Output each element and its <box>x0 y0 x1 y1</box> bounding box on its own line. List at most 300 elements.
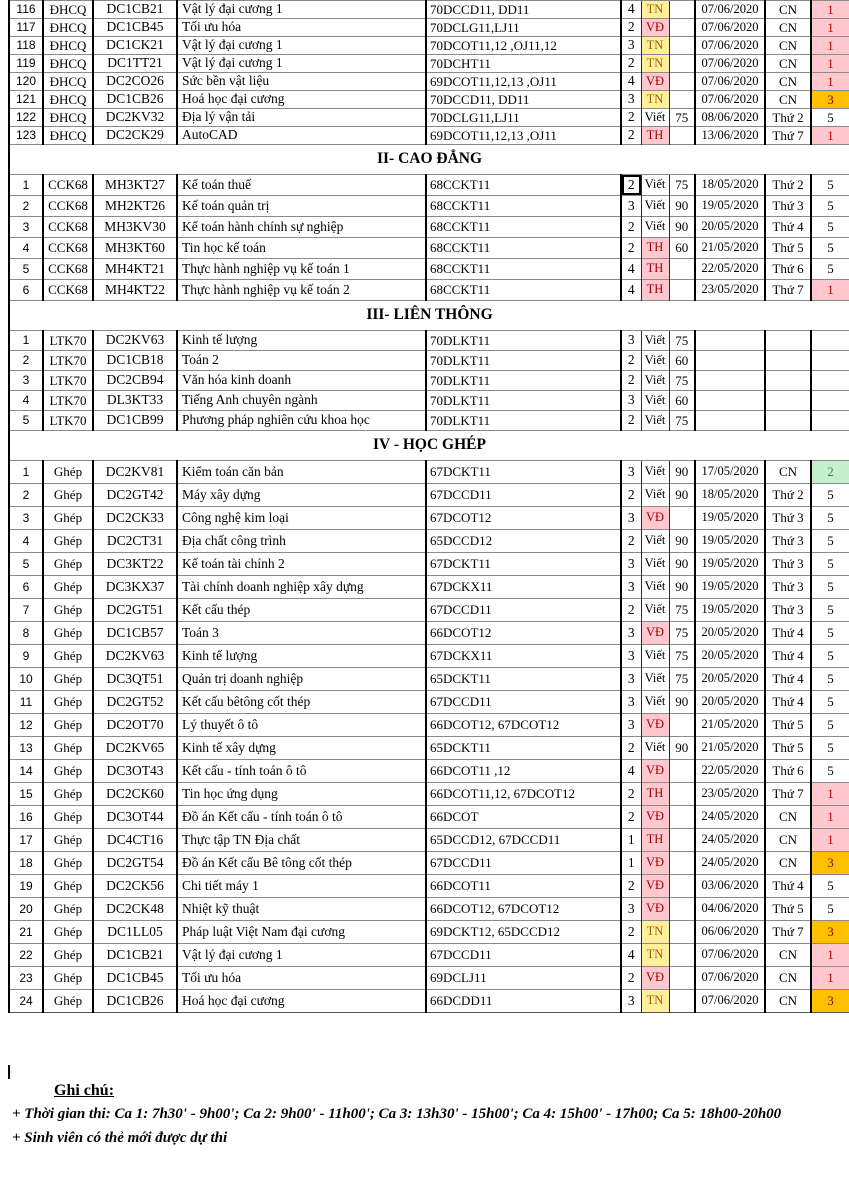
cell-class-codes: 66DCOT12 <box>426 622 621 645</box>
cell-credits: 3 <box>621 714 641 737</box>
cell-exam-date: 18/05/2020 <box>695 484 765 507</box>
table-row <box>9 217 849 238</box>
cell-class-codes: 70DCCD11, DD11 <box>426 1 621 19</box>
cell-course-name: Vật lý đại cương 1 <box>177 55 426 73</box>
cell-weekday: Thứ 2 <box>765 484 811 507</box>
cell-course-code: DC2GT51 <box>93 599 177 622</box>
cell-stt: 1 <box>9 331 43 351</box>
table-row <box>9 990 849 1013</box>
cell-exam-date: 19/05/2020 <box>695 196 765 217</box>
cell-exam-form: Viết <box>641 196 669 217</box>
cell-student-type: Ghép <box>43 484 93 507</box>
cell-class-codes: 66DCOT12, 67DCOT12 <box>426 898 621 921</box>
cell-session <box>811 391 849 411</box>
cell-course-name: Kinh tế lượng <box>177 331 426 351</box>
table-row <box>9 760 849 783</box>
cell-credits: 3 <box>621 391 641 411</box>
cell-credits: 2 <box>621 875 641 898</box>
table-row <box>9 829 849 852</box>
cell-course-code: DC2OT70 <box>93 714 177 737</box>
cell-weekday: Thứ 2 <box>765 175 811 196</box>
cell-duration-minutes <box>669 783 695 806</box>
cell-stt: 19 <box>9 875 43 898</box>
cell-weekday: CN <box>765 91 811 109</box>
table-row <box>9 280 849 301</box>
cell-session: 5 <box>811 196 849 217</box>
cell-duration-minutes: 90 <box>669 576 695 599</box>
cell-student-type: CCK68 <box>43 280 93 301</box>
cell-exam-date: 20/05/2020 <box>695 622 765 645</box>
cell-student-type: Ghép <box>43 645 93 668</box>
cell-course-code: DC2KV65 <box>93 737 177 760</box>
cell-exam-date: 13/06/2020 <box>695 127 765 145</box>
table-row <box>9 852 849 875</box>
table-row <box>9 553 849 576</box>
cell-class-codes: 67DCKX11 <box>426 576 621 599</box>
cell-duration-minutes: 90 <box>669 217 695 238</box>
cell-session: 1 <box>811 280 849 301</box>
cell-course-code: DC2GT54 <box>93 852 177 875</box>
cell-weekday: CN <box>765 19 811 37</box>
cell-stt: 120 <box>9 73 43 91</box>
cell-duration-minutes: 90 <box>669 553 695 576</box>
cell-duration-minutes <box>669 829 695 852</box>
cell-session: 5 <box>811 668 849 691</box>
cell-course-name: Đồ án Kết cấu Bê tông cốt thép <box>177 852 426 875</box>
table-row <box>9 530 849 553</box>
cell-session: 1 <box>811 55 849 73</box>
cell-exam-form: VĐ <box>641 19 669 37</box>
cell-weekday: CN <box>765 55 811 73</box>
cell-exam-form: TH <box>641 280 669 301</box>
cell-stt: 2 <box>9 484 43 507</box>
cell-credits: 2 <box>621 127 641 145</box>
cell-course-name: Sức bền vật liệu <box>177 73 426 91</box>
cell-class-codes: 67DCCD11 <box>426 691 621 714</box>
cell-course-name: Tin học ứng dụng <box>177 783 426 806</box>
cell-course-code: DC1CB99 <box>93 411 177 431</box>
cell-student-type: ĐHCQ <box>43 37 93 55</box>
cell-weekday: Thứ 5 <box>765 714 811 737</box>
cell-exam-date: 07/06/2020 <box>695 55 765 73</box>
cell-duration-minutes: 75 <box>669 645 695 668</box>
cell-exam-form: TH <box>641 783 669 806</box>
cell-exam-date: 03/06/2020 <box>695 875 765 898</box>
cell-course-name: Tin học kế toán <box>177 238 426 259</box>
cell-duration-minutes <box>669 19 695 37</box>
cell-exam-date <box>695 391 765 411</box>
cell-credits: 2 <box>621 109 641 127</box>
cell-exam-form: Viết <box>641 351 669 371</box>
cell-class-codes: 68CCKT11 <box>426 280 621 301</box>
cell-exam-form: Viết <box>641 599 669 622</box>
cell-class-codes: 66DCDD11 <box>426 990 621 1013</box>
cell-weekday: Thứ 6 <box>765 259 811 280</box>
cell-weekday: CN <box>765 37 811 55</box>
cell-student-type: Ghép <box>43 829 93 852</box>
cell-stt: 3 <box>9 371 43 391</box>
cell-duration-minutes <box>669 37 695 55</box>
cell-exam-form: TN <box>641 944 669 967</box>
cell-course-name: Chi tiết máy 1 <box>177 875 426 898</box>
cell-credits: 2 <box>621 55 641 73</box>
cell-credits: 2 <box>621 737 641 760</box>
cell-exam-date: 07/06/2020 <box>695 91 765 109</box>
cell-exam-date: 21/05/2020 <box>695 714 765 737</box>
table-row <box>9 55 849 73</box>
cell-duration-minutes: 90 <box>669 484 695 507</box>
cell-duration-minutes <box>669 944 695 967</box>
cell-duration-minutes: 90 <box>669 530 695 553</box>
cell-stt: 4 <box>9 391 43 411</box>
cell-session: 5 <box>811 109 849 127</box>
cell-exam-form: TN <box>641 990 669 1013</box>
cell-credits: 3 <box>621 691 641 714</box>
cell-exam-form: VĐ <box>641 852 669 875</box>
cell-exam-form: TN <box>641 1 669 19</box>
cell-exam-form: Viết <box>641 217 669 238</box>
cell-course-name: Kết cấu thép <box>177 599 426 622</box>
cell-exam-date: 08/06/2020 <box>695 109 765 127</box>
cell-session: 5 <box>811 576 849 599</box>
cell-credits: 4 <box>621 73 641 91</box>
table-row <box>9 576 849 599</box>
cell-session: 5 <box>811 553 849 576</box>
cell-exam-date: 06/06/2020 <box>695 921 765 944</box>
cell-stt: 13 <box>9 737 43 760</box>
cell-course-name: Địa chất công trình <box>177 530 426 553</box>
cell-duration-minutes <box>669 898 695 921</box>
cell-student-type: Ghép <box>43 461 93 484</box>
cell-exam-date: 21/05/2020 <box>695 238 765 259</box>
cell-credits: 3 <box>621 91 641 109</box>
cell-stt: 8 <box>9 622 43 645</box>
cell-course-name: Đồ án Kết cấu - tính toán ô tô <box>177 806 426 829</box>
cell-duration-minutes <box>669 875 695 898</box>
cell-student-type: Ghép <box>43 530 93 553</box>
cell-class-codes: 65DCKT11 <box>426 737 621 760</box>
table-row <box>9 73 849 91</box>
cell-session: 1 <box>811 829 849 852</box>
cell-weekday: CN <box>765 990 811 1013</box>
table-row <box>9 461 849 484</box>
cell-exam-date <box>695 371 765 391</box>
cell-course-name: Vật lý đại cương 1 <box>177 944 426 967</box>
cell-student-type: CCK68 <box>43 238 93 259</box>
cell-course-name: Lý thuyết ô tô <box>177 714 426 737</box>
cell-credits: 3 <box>621 461 641 484</box>
cell-stt: 17 <box>9 829 43 852</box>
cell-stt: 2 <box>9 196 43 217</box>
cell-course-code: DC2KV81 <box>93 461 177 484</box>
cell-credits: 4 <box>621 760 641 783</box>
cell-exam-date: 19/05/2020 <box>695 530 765 553</box>
cell-session: 1 <box>811 967 849 990</box>
cell-exam-date: 07/06/2020 <box>695 990 765 1013</box>
cell-session: 5 <box>811 760 849 783</box>
cell-course-name: Tối ưu hóa <box>177 967 426 990</box>
cell-credits: 2 <box>621 530 641 553</box>
cell-duration-minutes: 75 <box>669 622 695 645</box>
cell-session: 5 <box>811 259 849 280</box>
cell-session: 1 <box>811 127 849 145</box>
cell-course-name: Kinh tế xây dựng <box>177 737 426 760</box>
cell-class-codes: 68CCKT11 <box>426 217 621 238</box>
cell-course-code: DC1CB26 <box>93 91 177 109</box>
cell-class-codes: 66DCOT11 ,12 <box>426 760 621 783</box>
cell-exam-date: 24/05/2020 <box>695 852 765 875</box>
cell-exam-date: 07/06/2020 <box>695 19 765 37</box>
cell-student-type: ĐHCQ <box>43 19 93 37</box>
cell-exam-form: VĐ <box>641 806 669 829</box>
cell-course-name: Tối ưu hóa <box>177 19 426 37</box>
cell-credits: 3 <box>621 668 641 691</box>
cell-course-code: DC3KT22 <box>93 553 177 576</box>
cell-weekday: Thứ 4 <box>765 691 811 714</box>
cell-exam-form: Viết <box>641 175 669 196</box>
cell-credits: 2 <box>621 411 641 431</box>
cell-class-codes: 67DCKT11 <box>426 553 621 576</box>
cell-class-codes: 67DCCD11 <box>426 484 621 507</box>
cell-student-type: Ghép <box>43 507 93 530</box>
section-title: II- CAO ĐẲNG <box>9 145 849 175</box>
cell-exam-form: Viết <box>641 371 669 391</box>
cell-exam-date: 04/06/2020 <box>695 898 765 921</box>
cell-exam-date: 07/06/2020 <box>695 37 765 55</box>
cell-session <box>811 331 849 351</box>
table-row <box>9 109 849 127</box>
cell-weekday: Thứ 3 <box>765 196 811 217</box>
cell-weekday: CN <box>765 852 811 875</box>
cell-class-codes: 65DCCD12, 67DCCD11 <box>426 829 621 852</box>
cell-course-code: MH3KV30 <box>93 217 177 238</box>
cell-exam-date: 20/05/2020 <box>695 645 765 668</box>
cell-exam-date: 24/05/2020 <box>695 829 765 852</box>
cell-class-codes: 68CCKT11 <box>426 196 621 217</box>
cell-session: 5 <box>811 599 849 622</box>
cell-credits: 2 <box>621 806 641 829</box>
cell-course-name: Toán 3 <box>177 622 426 645</box>
cell-credits: 2 <box>621 967 641 990</box>
cell-credits: 2 <box>621 783 641 806</box>
cell-credits: 3 <box>621 622 641 645</box>
cell-exam-form: Viết <box>641 553 669 576</box>
section-title: IV - HỌC GHÉP <box>9 431 849 461</box>
cell-course-name: Vật lý đại cương 1 <box>177 1 426 19</box>
cell-course-code: DC2CK60 <box>93 783 177 806</box>
cell-course-name: Công nghệ kim loại <box>177 507 426 530</box>
table-row <box>9 944 849 967</box>
cell-session <box>811 351 849 371</box>
cell-course-name: Hoá học đại cương <box>177 91 426 109</box>
section-title: III- LIÊN THÔNG <box>9 301 849 331</box>
cell-exam-date: 23/05/2020 <box>695 280 765 301</box>
cell-class-codes: 68CCKT11 <box>426 259 621 280</box>
table-row <box>9 19 849 37</box>
cell-course-code: MH2KT26 <box>93 196 177 217</box>
table-row <box>9 921 849 944</box>
cell-credits: 2 <box>621 238 641 259</box>
cell-class-codes: 70DLKT11 <box>426 391 621 411</box>
cell-course-code: DC3OT44 <box>93 806 177 829</box>
cell-session: 1 <box>811 783 849 806</box>
cell-stt: 11 <box>9 691 43 714</box>
cell-class-codes: 70DCLG11,LJ11 <box>426 19 621 37</box>
cell-student-type: Ghép <box>43 898 93 921</box>
cell-credits: 4 <box>621 1 641 19</box>
cell-student-type: ĐHCQ <box>43 73 93 91</box>
table-row <box>9 371 849 391</box>
cell-credits: 2 <box>621 351 641 371</box>
cell-exam-date: 21/05/2020 <box>695 737 765 760</box>
cell-student-type: Ghép <box>43 691 93 714</box>
cell-course-code: MH3KT27 <box>93 175 177 196</box>
cell-duration-minutes <box>669 760 695 783</box>
cell-course-code: DC2CK33 <box>93 507 177 530</box>
cell-credits: 3 <box>621 553 641 576</box>
cell-duration-minutes: 60 <box>669 391 695 411</box>
section-header-row <box>9 431 849 461</box>
cell-credits: 1 <box>621 852 641 875</box>
cell-course-name: Máy xây dựng <box>177 484 426 507</box>
cell-exam-form: Viết <box>641 576 669 599</box>
cell-credits-active: 2 <box>621 175 641 196</box>
cell-duration-minutes: 90 <box>669 461 695 484</box>
cell-stt: 18 <box>9 852 43 875</box>
cell-session: 5 <box>811 714 849 737</box>
cell-student-type: Ghép <box>43 852 93 875</box>
cell-course-name: Kiểm toán căn bản <box>177 461 426 484</box>
cell-course-name: Kinh tế lượng <box>177 645 426 668</box>
cell-student-type: ĐHCQ <box>43 55 93 73</box>
cell-stt: 3 <box>9 507 43 530</box>
cell-course-code: DC1CB26 <box>93 990 177 1013</box>
cell-class-codes: 67DCCD11 <box>426 599 621 622</box>
cell-weekday: CN <box>765 461 811 484</box>
cell-duration-minutes: 75 <box>669 411 695 431</box>
cell-credits: 4 <box>621 280 641 301</box>
cell-course-name: Pháp luật Việt Nam đại cương <box>177 921 426 944</box>
cell-class-codes: 70DLKT11 <box>426 411 621 431</box>
cell-exam-form: Viết <box>641 530 669 553</box>
cell-session: 5 <box>811 175 849 196</box>
cell-credits: 3 <box>621 196 641 217</box>
cell-course-name: Phương pháp nghiên cứu khoa học <box>177 411 426 431</box>
cell-class-codes: 65DCKT11 <box>426 668 621 691</box>
cell-course-code: DC2CO26 <box>93 73 177 91</box>
cell-stt: 119 <box>9 55 43 73</box>
cell-duration-minutes <box>669 280 695 301</box>
cell-exam-date: 24/05/2020 <box>695 806 765 829</box>
cell-duration-minutes: 75 <box>669 371 695 391</box>
cell-student-type: Ghép <box>43 576 93 599</box>
cell-class-codes: 69DCOT11,12,13 ,OJ11 <box>426 73 621 91</box>
cell-duration-minutes: 75 <box>669 331 695 351</box>
table-row <box>9 622 849 645</box>
cell-student-type: Ghép <box>43 737 93 760</box>
cell-student-type: ĐHCQ <box>43 1 93 19</box>
cell-course-name: Hoá học đại cương <box>177 990 426 1013</box>
cell-weekday: Thứ 6 <box>765 760 811 783</box>
cell-weekday: Thứ 3 <box>765 599 811 622</box>
section-header-row <box>9 145 849 175</box>
cell-duration-minutes: 75 <box>669 109 695 127</box>
table-row <box>9 196 849 217</box>
cell-course-name: Toán 2 <box>177 351 426 371</box>
cell-course-code: DC1CB21 <box>93 1 177 19</box>
table-row <box>9 668 849 691</box>
table-row <box>9 351 849 371</box>
cell-duration-minutes <box>669 91 695 109</box>
cell-weekday: Thứ 7 <box>765 127 811 145</box>
cell-course-code: DL3KT33 <box>93 391 177 411</box>
cell-class-codes: 65DCCD12 <box>426 530 621 553</box>
cell-duration-minutes: 75 <box>669 599 695 622</box>
cell-exam-form: Viết <box>641 331 669 351</box>
cell-exam-date <box>695 411 765 431</box>
cell-credits: 2 <box>621 484 641 507</box>
cell-weekday: CN <box>765 1 811 19</box>
table-row <box>9 259 849 280</box>
cell-credits: 3 <box>621 507 641 530</box>
cell-weekday: Thứ 2 <box>765 109 811 127</box>
cell-course-code: DC2KV32 <box>93 109 177 127</box>
cell-course-name: Kết cấu bêtông cốt thép <box>177 691 426 714</box>
cell-weekday <box>765 371 811 391</box>
cell-course-code: DC2CK29 <box>93 127 177 145</box>
cell-credits: 2 <box>621 19 641 37</box>
cell-exam-form: TH <box>641 259 669 280</box>
cell-class-codes: 67DCKX11 <box>426 645 621 668</box>
cell-course-name: Địa lý vận tải <box>177 109 426 127</box>
cell-weekday: Thứ 5 <box>765 737 811 760</box>
cell-credits: 3 <box>621 990 641 1013</box>
cell-student-type: LTK70 <box>43 411 93 431</box>
cell-weekday: Thứ 7 <box>765 280 811 301</box>
cell-weekday <box>765 331 811 351</box>
cell-student-type: Ghép <box>43 668 93 691</box>
notes-title: Ghi chú: <box>54 1082 115 1099</box>
table-row <box>9 714 849 737</box>
cell-student-type: Ghép <box>43 921 93 944</box>
cell-exam-form: Viết <box>641 411 669 431</box>
cell-duration-minutes <box>669 852 695 875</box>
cell-stt: 5 <box>9 411 43 431</box>
cell-session: 5 <box>811 507 849 530</box>
cell-session: 5 <box>811 622 849 645</box>
cell-duration-minutes <box>669 806 695 829</box>
cell-duration-minutes: 60 <box>669 351 695 371</box>
cell-course-code: DC1CK21 <box>93 37 177 55</box>
cell-weekday: Thứ 5 <box>765 898 811 921</box>
cell-exam-date: 18/05/2020 <box>695 175 765 196</box>
cell-course-name: Vật lý đại cương 1 <box>177 37 426 55</box>
cell-weekday: CN <box>765 967 811 990</box>
cell-stt: 16 <box>9 806 43 829</box>
cell-class-codes: 69DCOT11,12,13 ,OJ11 <box>426 127 621 145</box>
cell-course-code: DC2KV63 <box>93 331 177 351</box>
cell-duration-minutes <box>669 990 695 1013</box>
cell-weekday: Thứ 7 <box>765 921 811 944</box>
cell-exam-date: 07/06/2020 <box>695 967 765 990</box>
cell-course-name: Tài chính doanh nghiệp xây dựng <box>177 576 426 599</box>
cell-class-codes: 67DCKT11 <box>426 461 621 484</box>
cell-stt: 2 <box>9 351 43 371</box>
cell-course-code: DC3QT51 <box>93 668 177 691</box>
cell-exam-date: 19/05/2020 <box>695 507 765 530</box>
cell-student-type: CCK68 <box>43 175 93 196</box>
cell-stt: 122 <box>9 109 43 127</box>
